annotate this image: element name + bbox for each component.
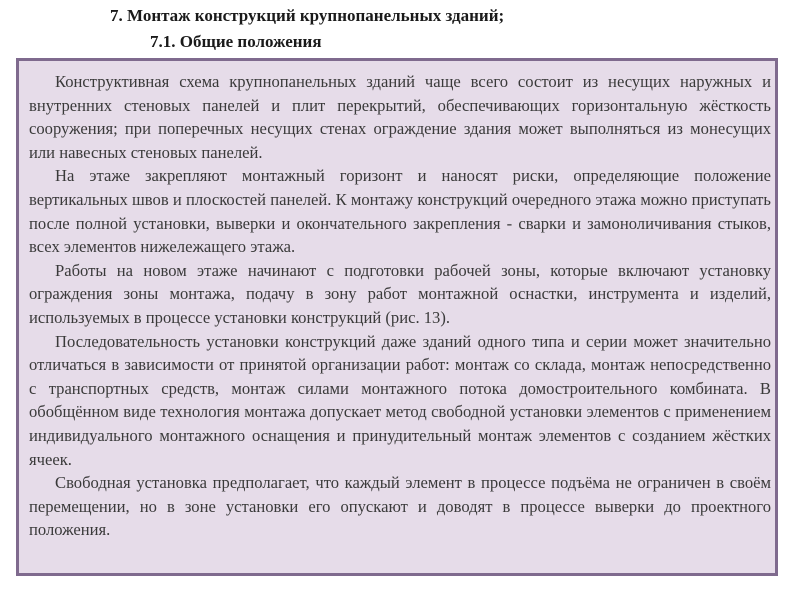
slide-title: 7. Монтаж конструкций крупнопанельных зданий;	[110, 6, 505, 25]
paragraph-free-installation: Свободная установка предполагает, что каждый элемент в процессе подъёма не ограничен в своём перемещении, но в зоне установки его опускают и доводят в процессе выверки до проектного положения.	[29, 473, 771, 540]
text-body	[29, 70, 771, 542]
paragraph-work-zone: Работы на новом этаже начинают с подготовки рабочей зоны, которые включают установку ограждения зоны монтажа, подачу в зону работ монтажной оснастки, инструмента и изделий, используемых в процессе установки конструкций (рис. 13).	[29, 260, 771, 327]
text-panel	[16, 58, 778, 576]
paragraph-installation-sequence: Последовательность установки конструкций даже зданий одного типа и серии может значительно отличаться в зависимости от принятой организации работ: монтаж со склада, монтаж непосредственно с транспортных средств, монтаж силами монтажного потока домостроительного комбината. В обобщённом виде технология монтажа допускает метод свободной установки элементов с применением индивидуального монтажного оснащения и принудительный монтаж элементов с созданием жёстких ячеек.	[29, 331, 771, 469]
paragraph-structural-scheme: Конструктивная схема крупнопанельных зданий чаще всего состоит из несущих наружных и внутренних стеновых панелей и плит перекрытий, обеспечивающих горизонтальную жёсткость сооружения; при поперечных несущих стенах ограждение здания может выполняться из монесущих или навесных стеновых панелей.	[29, 72, 771, 162]
title-block	[0, 0, 800, 56]
slide-subtitle: 7.1. Общие положения	[150, 32, 322, 51]
paragraph-mounting-horizon: На этаже закрепляют монтажный горизонт и наносят риски, определяющие положение вертикальных швов и плоскостей панелей. К монтажу конструкций очередного этажа можно приступать после полной установки, выверки и окончательного закрепления - сварки и замоноличивания стыков, всех элементов нижележащего этажа.	[29, 166, 771, 257]
